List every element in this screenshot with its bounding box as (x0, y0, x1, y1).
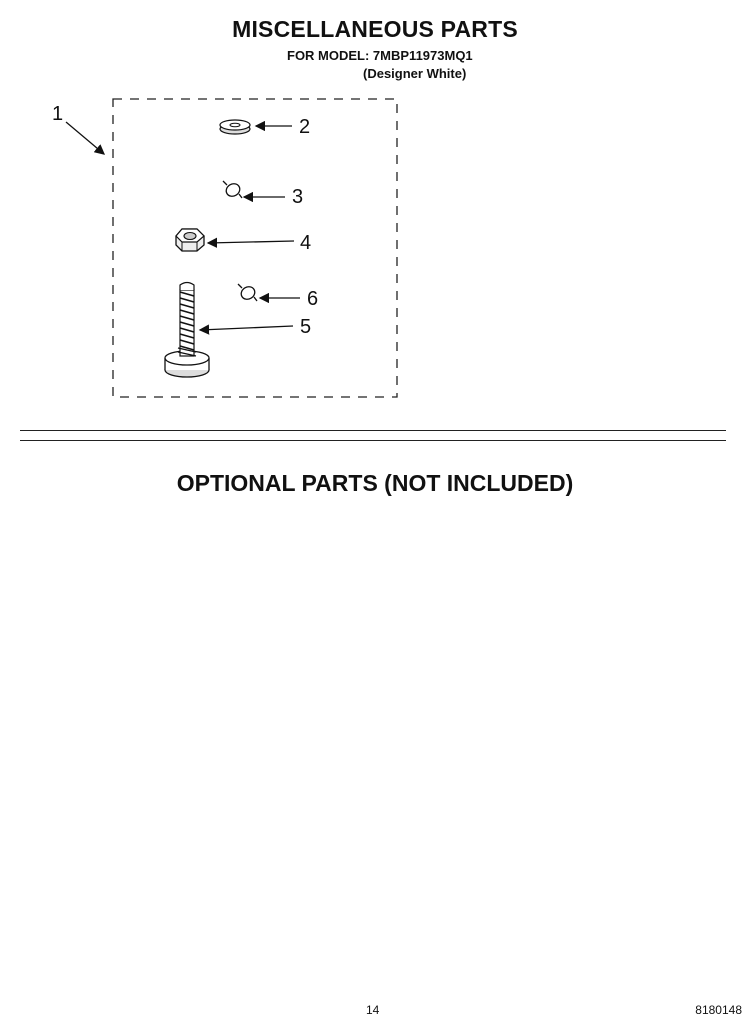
section-divider-bottom (20, 440, 726, 441)
callout-3: 3 (292, 186, 304, 208)
callout-2: 2 (299, 116, 311, 138)
page-number: 14 (366, 1003, 380, 1017)
section-divider-top (20, 430, 726, 431)
model-variant: (Designer White) (363, 66, 467, 81)
callout-6: 6 (307, 288, 319, 310)
leader-4 (208, 241, 294, 243)
model-number: FOR MODEL: 7MBP11973MQ1 (287, 48, 473, 63)
leader-5 (200, 326, 293, 330)
clip-icon (223, 181, 242, 199)
page-title: MISCELLANEOUS PARTS (232, 16, 518, 42)
clip-icon (238, 284, 257, 302)
washer-icon (220, 120, 250, 134)
optional-parts-heading: OPTIONAL PARTS (NOT INCLUDED) (176, 470, 574, 496)
callout-1: 1 (52, 103, 64, 125)
parts-diagram (0, 0, 750, 420)
hex-nut-icon (176, 229, 204, 251)
leader-1 (66, 122, 104, 154)
document-number: 8180148 (695, 1003, 742, 1017)
callout-4: 4 (300, 232, 312, 254)
callout-5: 5 (300, 316, 312, 338)
kit-boundary (113, 99, 397, 397)
